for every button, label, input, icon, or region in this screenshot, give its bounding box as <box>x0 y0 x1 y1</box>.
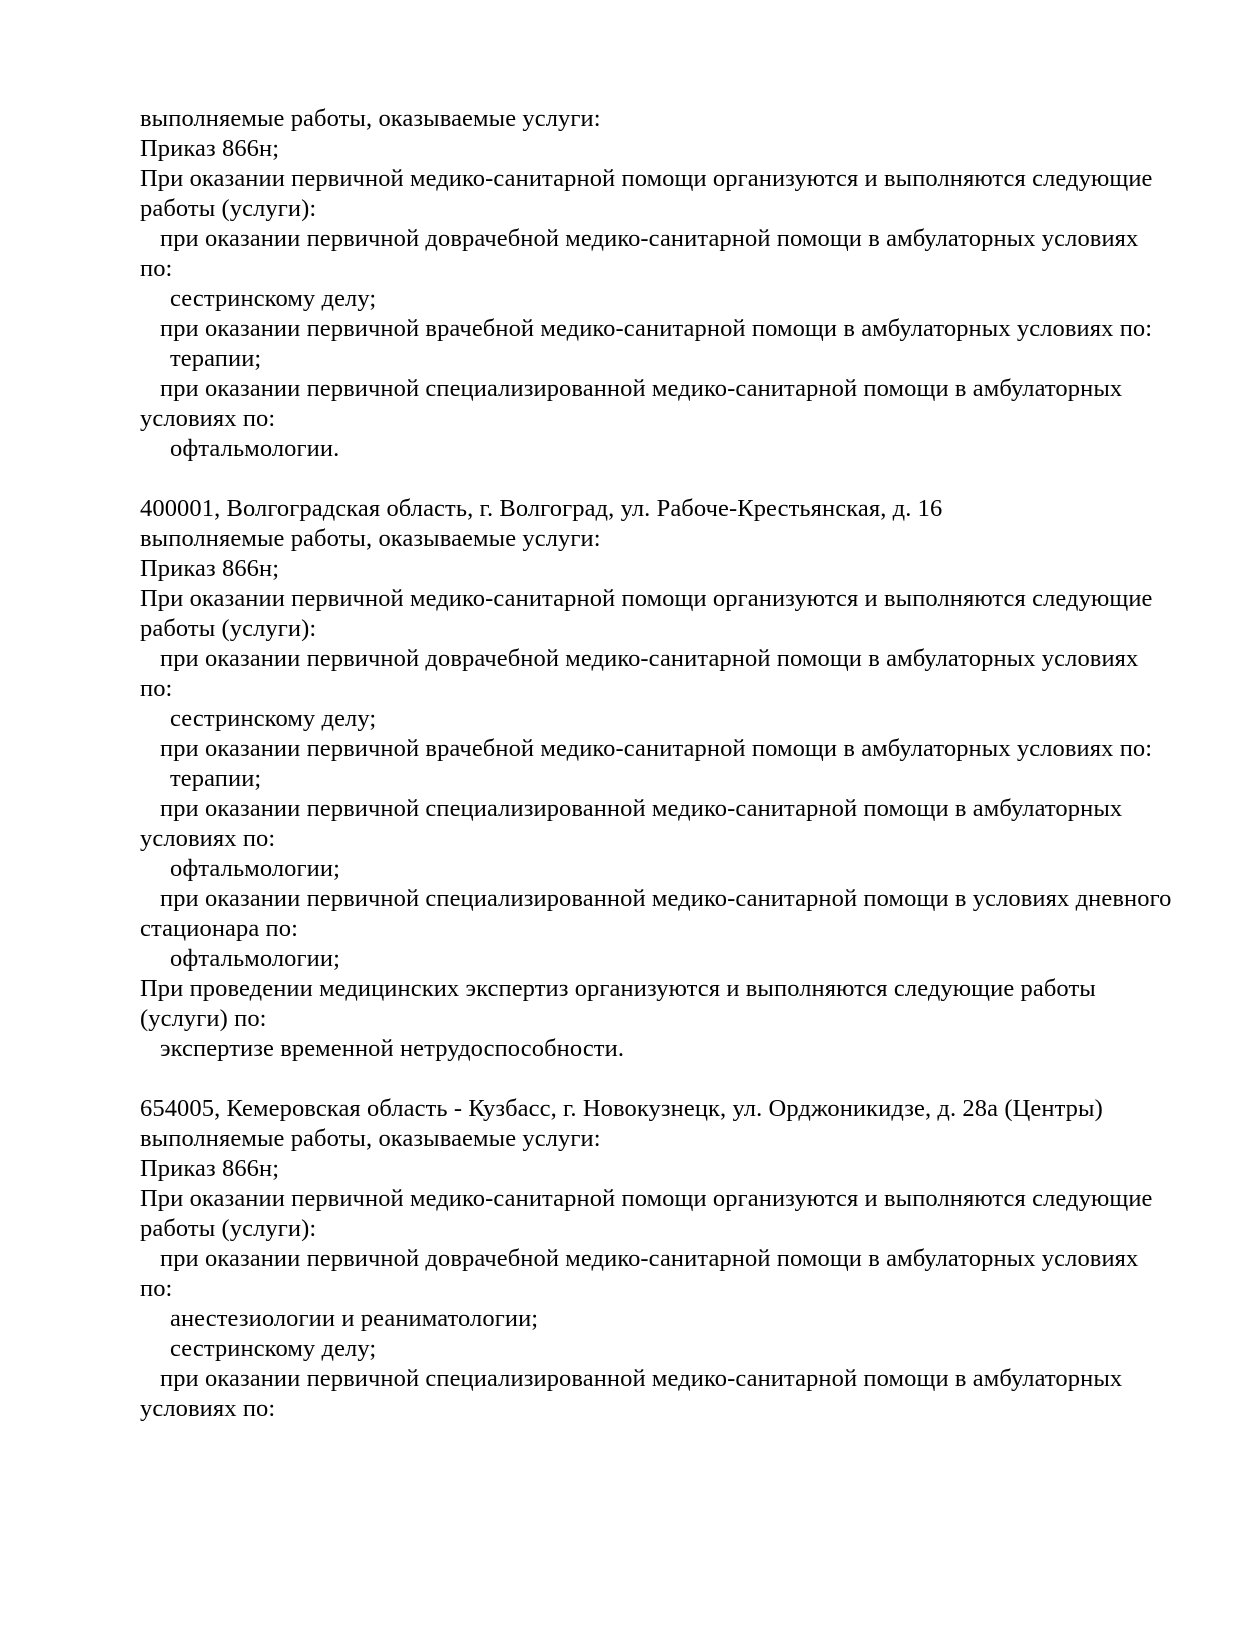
text-line: При оказании первичной медико-санитарной помощи организуются и выполняются следующие <box>140 165 1153 192</box>
text-line: при оказании первичной врачебной медико-санитарной помощи в амбулаторных условиях по: <box>160 735 1153 762</box>
text-line: работы (услуги): <box>140 615 317 642</box>
text-line: работы (услуги): <box>140 1215 317 1242</box>
text-line: сестринскому делу; <box>170 285 377 312</box>
text-line: выполняемые работы, оказываемые услуги: <box>140 1125 601 1152</box>
text-line: при оказании первичной доврачебной медико-санитарной помощи в амбулаторных условиях <box>160 645 1139 672</box>
text-line: При оказании первичной медико-санитарной помощи организуются и выполняются следующие <box>140 1185 1153 1212</box>
text-line: терапии; <box>170 765 262 792</box>
text-line: при оказании первичной врачебной медико-санитарной помощи в амбулаторных условиях по: <box>160 315 1153 342</box>
text-line: офтальмологии; <box>170 945 341 972</box>
text-line: сестринскому делу; <box>170 1335 377 1362</box>
text-line: при оказании первичной специализированной медико-санитарной помощи в амбулаторных <box>160 375 1123 402</box>
text-line: при оказании первичной специализированной медико-санитарной помощи в амбулаторных <box>160 795 1123 822</box>
text-line: работы (услуги): <box>140 195 317 222</box>
text-line: терапии; <box>170 345 262 372</box>
text-line: условиях по: <box>140 1395 276 1422</box>
text-line: При оказании первичной медико-санитарной помощи организуются и выполняются следующие <box>140 585 1153 612</box>
text-line: При проведении медицинских экспертиз организуются и выполняются следующие работы <box>140 975 1096 1002</box>
text-line: при оказании первичной специализированной медико-санитарной помощи в условиях дневного <box>160 885 1172 912</box>
text-line: сестринскому делу; <box>170 705 377 732</box>
text-line: стационара по: <box>140 915 299 942</box>
text-line: выполняемые работы, оказываемые услуги: <box>140 525 601 552</box>
text-line: при оказании первичной специализированной медико-санитарной помощи в амбулаторных <box>160 1365 1123 1392</box>
license-section <box>140 1094 1153 1424</box>
text-line: Приказ 866н; <box>140 1155 280 1182</box>
text-line: по: <box>140 1275 173 1302</box>
text-line: (услуги) по: <box>140 1005 267 1032</box>
text-line: Приказ 866н; <box>140 135 280 162</box>
text-line: офтальмологии. <box>170 435 340 462</box>
text-line: условиях по: <box>140 825 276 852</box>
text-line: Приказ 866н; <box>140 555 280 582</box>
text-line: при оказании первичной доврачебной медико-санитарной помощи в амбулаторных условиях <box>160 1245 1139 1272</box>
text-line: по: <box>140 255 173 282</box>
address-line: 400001, Волгоградская область, г. Волгоград, ул. Рабоче-Крестьянская, д. 16 <box>140 495 943 522</box>
license-section <box>140 494 1172 1064</box>
address-line: 654005, Кемеровская область - Кузбасс, г. Новокузнецк, ул. Орджоникидзе, д. 28а (Центры) <box>140 1095 1103 1122</box>
license-section <box>140 104 1153 464</box>
text-line: экспертизе временной нетрудоспособности. <box>160 1035 625 1062</box>
text-line: анестезиологии и реаниматологии; <box>170 1305 539 1332</box>
text-line: условиях по: <box>140 405 276 432</box>
text-line: офтальмологии; <box>170 855 341 882</box>
text-line: при оказании первичной доврачебной медико-санитарной помощи в амбулаторных условиях <box>160 225 1139 252</box>
text-line: по: <box>140 675 173 702</box>
document-body <box>140 104 1172 1424</box>
text-line: выполняемые работы, оказываемые услуги: <box>140 105 601 132</box>
